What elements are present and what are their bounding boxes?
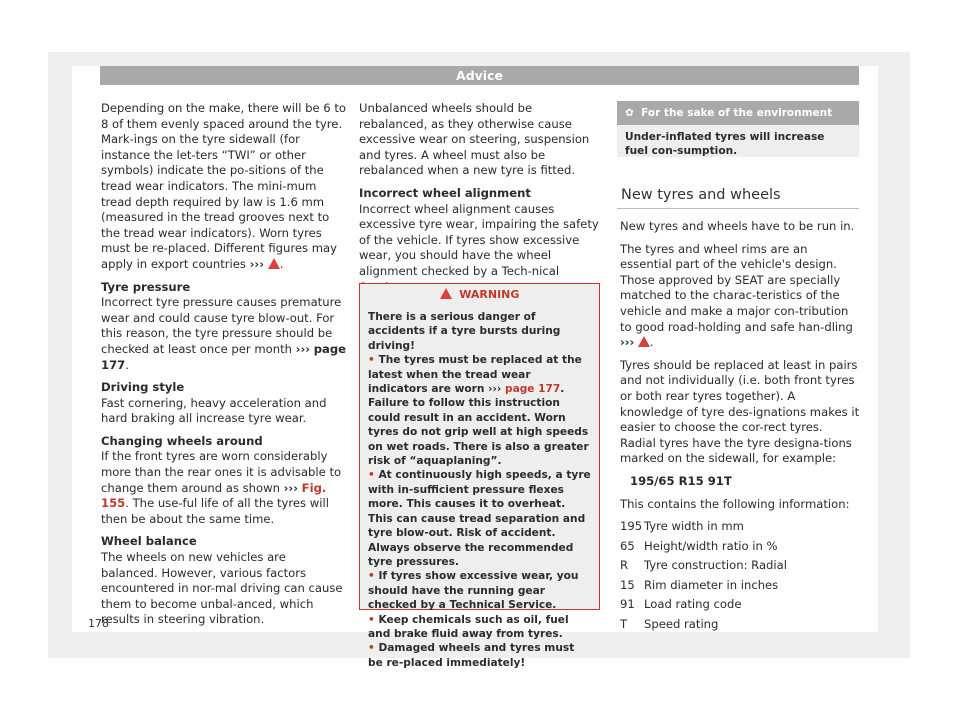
heading-driving-style: Driving style [101, 380, 185, 395]
spec-row: R Tyre construction: Radial [620, 558, 787, 573]
environment-text: Under-inflated tyres will increase fuel con-sumption. [625, 131, 825, 158]
link-page-177[interactable]: page 177 [101, 341, 346, 372]
tyre-designation-example: 195/65 R15 91T [630, 473, 732, 488]
column-middle [359, 101, 602, 302]
link-fig-155[interactable]: Fig. 155 [101, 480, 327, 511]
spec-row: 65 Height/width ratio in % [620, 538, 778, 553]
warning-icon [638, 336, 650, 347]
column-right [620, 219, 860, 635]
link-page-177[interactable]: page 177 [504, 383, 561, 396]
warning-bullet: • At continuously high speeds, a tyre with in-sufficient pressure flexes more. This causes it to overheat. This can cause tread separation and tyre blow-out. Risk of accident. Always observe the recommended tyre pressures. [368, 469, 591, 568]
warning-bullet: • The tyres must be replaced at the latest when the tread wear indicators are worn ››› page 177. Failure to follow this instruction could result in an accident. Worn tyres do not grip well at high speeds on wet roads. There is also a greater risk of “aquaplaning”. [368, 354, 589, 468]
section-title: New tyres and wheels [621, 187, 781, 203]
paragraph-run-in: New tyres and wheels have to be run in. [620, 219, 855, 233]
leaf-icon: ✿ [625, 107, 634, 119]
column-left [101, 101, 346, 635]
heading-changing-wheels: Changing wheels around [101, 433, 263, 448]
section-divider [617, 208, 859, 209]
spec-row: 15 Rim diameter in inches [620, 577, 779, 592]
paragraph-balance: The wheels on new vehicles are balanced. However, various factors encountered in nor-mal driving can cause them to become unbal-anced, which results in steering vibration. [101, 550, 343, 627]
spec-row: 195 Tyre width in mm [620, 519, 744, 534]
paragraph-pressure: Incorrect tyre pressure causes premature wear and could cause tyre blow-out. For this reason, the tyre pressure should be checked at least once per month ››› page 177. [101, 295, 346, 372]
page-number: 178 [88, 617, 109, 630]
paragraph-info: This contains the following information: [620, 496, 850, 511]
heading-wheel-balance: Wheel balance [101, 534, 197, 549]
paragraph-unbalanced: Unbalanced wheels should be rebalanced, as they otherwise cause excessive wear on steering, suspension and tyres. A wheel must also be rebalanced when a new tyre is fitted. [359, 101, 590, 178]
warning-body [360, 306, 599, 670]
warning-bullet: • Damaged wheels and tyres must be re-placed immediately! [368, 642, 575, 669]
heading-tyre-pressure: Tyre pressure [101, 279, 191, 294]
spec-row: T Speed rating [620, 617, 719, 632]
spec-list [620, 517, 860, 635]
heading-wheel-alignment: Incorrect wheel alignment [359, 185, 531, 200]
paragraph-tread: Depending on the make, there will be 6 to 8 of them evenly spaced around the tyre. Mark-ings on the tyre sidewall (for instance the let-ters “TWI” or other symbols) indicate the po-sitions of the tread wear indicators. The mini-mum tread depth required by law is 1.6 mm (measured in the tread grooves next to the tread wear indicators). Worn tyres must be re-placed. Different figures may apply in export countries ››› . [101, 101, 346, 271]
spec-row: 91 Load rating code [620, 597, 742, 612]
warning-icon [268, 258, 280, 269]
paragraph-rims: The tyres and wheel rims are an essential part of the vehicle's design. Those approved by SEAT are specially matched to the charac-teristics of the vehicle and make a major con-tribution to good road-holding and safe han-dling ››› . [620, 241, 853, 350]
paragraph-style: Fast cornering, heavy acceleration and hard braking all increase tyre wear. [101, 395, 327, 426]
page-header: Advice [100, 66, 859, 85]
warning-intro: There is a serious danger of accidents if a tyre bursts during driving! [368, 311, 561, 352]
environment-header: ✿ For the sake of the environment [617, 101, 859, 125]
warning-bullet: • If tyres show excessive wear, you should have the running gear checked by a Technical Service. [368, 570, 579, 612]
paragraph-changing: If the front tyres are worn considerably more than the rear ones it is advisable to change them around as shown ››› Fig. 155. The use-ful life of all the tyres will then be about the same time. [101, 449, 342, 526]
warning-box [359, 283, 600, 669]
paragraph-replace: Tyres should be replaced at least in pairs and not individually (i.e. both front tyres or both rear tyres together). A knowledge of tyre des-ignations makes it easier to choose the cor-rect tyres. Radial tyres have the tyre designa-tions marked on the sidewall, for example: [620, 357, 860, 466]
warning-header: WARNING [360, 284, 599, 306]
warning-icon [440, 288, 452, 299]
environment-box [617, 101, 859, 157]
warning-bullet: • Keep chemicals such as oil, fuel and brake fluid away from tyres. [368, 613, 569, 640]
paragraph-alignment: Incorrect wheel alignment causes excessive tyre wear, impairing the safety of the vehicle. If tyres show excessive wear, you should have the wheel alignment checked by a Tech-nical [359, 201, 599, 278]
